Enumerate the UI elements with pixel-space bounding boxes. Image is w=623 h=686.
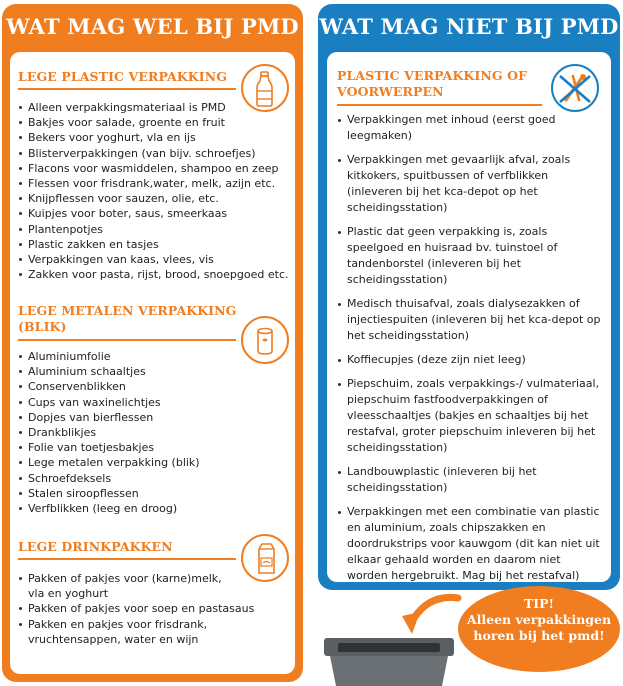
tip-bubble [458, 586, 620, 672]
divider [18, 88, 236, 90]
list-item: Piepschuim, zoals verpakkings-/ vulmateriaal, piepschuim fastfoodverpakkingen of vleesschaaltjes (bakjes en schaaltjes bij het restafval, groter piepschuim inleveren bij het scheidingsstation) [337, 376, 602, 456]
section-title-not-allowed [337, 68, 527, 100]
allowed-panel-content [10, 52, 295, 674]
list-item: Verpakkingen van kaas, vlees, vis [18, 252, 289, 267]
list-item: Plastic dat geen verpakking is, zoals speelgoed en huisraad bv. tuinstoel of tandenborstel (inleveren bij het scheidingsstation) [337, 224, 602, 288]
not-allowed-panel [318, 4, 620, 590]
section-title-line: (BLIK) [18, 319, 67, 334]
list-item: Zakken voor pasta, rijst, brood, snoepgoed etc. [18, 267, 289, 282]
list-item-continuation: vruchtensappen, water en wijn [28, 632, 199, 646]
tip-text: horen bij het pmd! [473, 628, 605, 643]
list-item: Pakken of pakjes voor (karne)melk, [18, 571, 254, 586]
list-item: Flacons voor wasmiddelen, shampoo en zeep [18, 161, 289, 176]
plastic-list [18, 100, 289, 282]
list-item: Dopjes van bierflessen [18, 410, 200, 425]
list-item: Blisterverpakkingen (van bijv. schroefjes) [18, 146, 289, 161]
can-icon [241, 316, 289, 364]
list-item: Medisch thuisafval, zoals dialysezakken of injectiespuiten (inleveren bij het kca-depot op het scheidingsstation) [337, 296, 602, 344]
divider [18, 558, 236, 560]
list-item: Kuipjes voor boter, saus, smeerkaas [18, 206, 289, 221]
list-item: Cups van waxinelichtjes [18, 395, 200, 410]
list-item: Pakken en pakjes voor frisdrank, [18, 617, 254, 632]
list-item: Knijpflessen voor sauzen, olie, etc. [18, 191, 289, 206]
allowed-panel-title: WAT MAG WEL BIJ PMD [6, 14, 299, 39]
curved-arrow-icon [390, 590, 462, 640]
metal-list [18, 349, 200, 516]
section-title-line: VOORWERPEN [337, 84, 444, 99]
list-item: Conservenblikken [18, 379, 200, 394]
list-item: Plantenpotjes [18, 222, 289, 237]
list-item: Verpakkingen met gevaarlijk afval, zoals kitkokers, spuitbussen of verfblikken (inleveren bij het kca-depot op het scheidingsstation) [337, 152, 602, 216]
drinks-list [18, 571, 254, 647]
list-item: Bekers voor yoghurt, vla en ijs [18, 130, 289, 145]
list-item: Aluminium schaaltjes [18, 364, 200, 379]
list-item: Stalen siroopflessen [18, 486, 200, 501]
list-item: Flessen voor frisdrank,water, melk, azijn etc. [18, 176, 289, 191]
list-item: Verfblikken (leeg en droog) [18, 501, 200, 516]
section-title-line: LEGE METALEN VERPAKKING [18, 303, 237, 318]
list-item: Drankblikjes [18, 425, 200, 440]
list-item-continuation: vla en yoghurt [28, 587, 109, 601]
list-item: Verpakkingen met een combinatie van plastic en aluminium, zoals chipszakken en doordrukstrips voor kauwgom (dit kan niet uit elkaar gehaald worden en daarom niet worden hergebruikt. Mag bij het restafval) [337, 504, 602, 584]
list-item: Koffiecupjes (deze zijn niet leeg) [337, 352, 602, 368]
list-item: Pakken of pakjes voor soep en pastasaus [18, 601, 254, 616]
divider [18, 339, 236, 341]
list-item: Schroefdeksels [18, 471, 200, 486]
section-title-line: PLASTIC VERPAKKING OF [337, 68, 528, 83]
allowed-panel [2, 4, 303, 682]
list-item: Folie van toetjesbakjes [18, 440, 200, 455]
not-allowed-list [337, 112, 602, 592]
section-title-metal [18, 303, 236, 335]
list-item: Verpakkingen met inhoud (eerst goed leegmaken) [337, 112, 602, 144]
list-item: Bakjes voor salade, groente en fruit [18, 115, 289, 130]
list-item: Landbouwplastic (inleveren bij het scheidingsstation) [337, 464, 602, 496]
section-title-drinks: LEGE DRINKPAKKEN [18, 539, 173, 554]
tip-text: Alleen verpakkingen [466, 612, 612, 627]
list-item: Alleen verpakkingsmateriaal is PMD [18, 100, 289, 115]
tip-heading: TIP! [523, 596, 555, 611]
section-title-plastic: LEGE PLASTIC VERPAKKING [18, 69, 228, 84]
divider [337, 104, 542, 106]
crossed-out-toothbrush-icon [551, 64, 599, 112]
not-allowed-panel-title: WAT MAG NIET BIJ PMD [319, 14, 619, 39]
list-item: Aluminiumfolie [18, 349, 200, 364]
trash-bin-icon [318, 636, 460, 686]
not-allowed-panel-content [327, 52, 611, 582]
list-item: Plastic zakken en tasjes [18, 237, 289, 252]
list-item: Lege metalen verpakking (blik) [18, 455, 200, 470]
